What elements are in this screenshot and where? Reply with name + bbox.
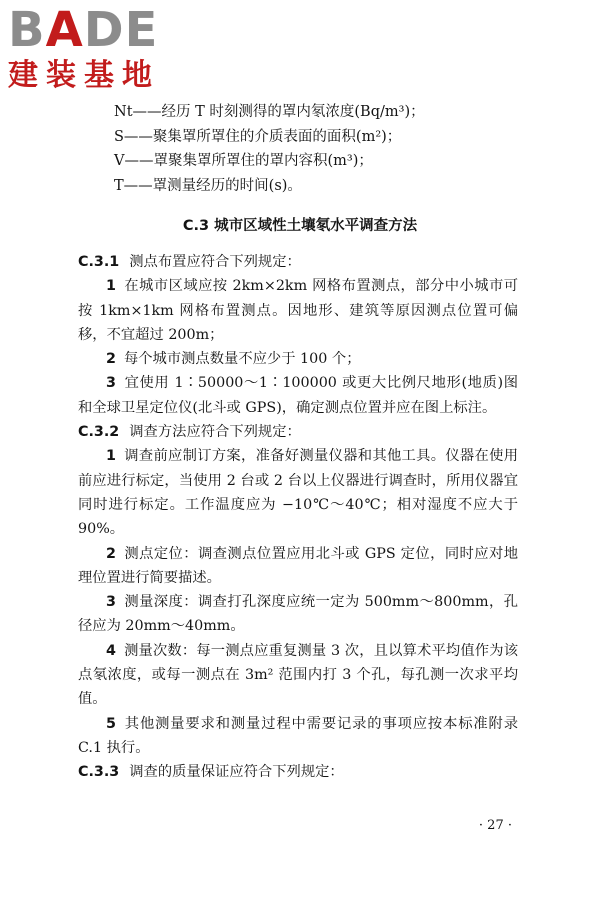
item-text: 其他测量要求和测量过程中需要记录的事项应按本标准附录 C.1 执行。 [78,715,518,756]
section-title: C.3 城市区域性土壤氡水平调查方法 [182,218,418,234]
clause-lead: 测点布置应符合下列规定： [129,254,301,270]
item-number: 4 [106,642,116,659]
variable-s: S——聚集罩所罩住的介质表面的面积(m²)； [114,128,402,145]
clause-number: C.3.1 [78,254,120,270]
variable-definitions [114,100,564,198]
clause-c31 [78,250,518,274]
item-text: 调查前应制订方案，准备好测量仪器和其他工具。仪器在使用前应进行标定，当使用 2 台或 2 台以上仪器进行调查时，所用仪器宜同时进行标定。工作温度应为 −10℃～40℃；相对湿度不应大于 90%。 [78,448,518,538]
clause-item [78,542,518,591]
logo-letter-b: B [8,2,46,58]
bade-logo [8,4,178,96]
clause-item [78,274,518,347]
variable-t: T——罩测量经历的时间(s)。 [114,177,302,194]
clause-number: C.3.3 [78,764,120,781]
item-number: 1 [106,448,116,465]
page-number: · 27 · [478,818,512,833]
clause-lead: 调查的质量保证应符合下列规定： [129,764,344,781]
item-text: 测点定位：调查测点位置应用北斗或 GPS 定位，同时应对地理位置进行简要描述。 [78,545,518,586]
item-text: 宜使用 1∶50000～1∶100000 或更大比例尺地形(地质)图和全球卫星定位仪(北斗或 GPS)，确定测点位置并应在图上标注。 [78,375,518,416]
variable-nt: Nt——经历 T 时刻测得的罩内氡浓度(Bq/m³)； [114,104,425,120]
item-number: 1 [106,278,116,295]
logo-wordmark [8,4,178,56]
clause-c32 [78,420,518,444]
item-text: 测量深度：调查打孔深度应统一定为 500mm～800mm，孔径应为 20mm～40mm。 [78,594,518,635]
logo-subtitle: 建装基地 [8,58,160,93]
clause-item [78,347,518,371]
clause-item [78,639,518,712]
item-number: 2 [106,545,116,562]
clause-item [78,590,518,639]
logo-letters-de: DE [83,2,159,58]
clause-item [78,371,518,420]
item-number: 3 [106,594,116,611]
clause-c33 [78,760,518,784]
item-text: 在城市区域应按 2km×2km 网格布置测点，部分中小城市可按 1km×1km 网格布置测点。因地形、建筑等原因测点位置可偏移，不宜超过 200m； [78,278,518,343]
clause-item [78,444,518,541]
item-number: 5 [106,715,116,732]
clause-lead: 调查方法应符合下列规定： [129,424,301,441]
item-text: 每个城市测点数量不应少于 100 个； [123,351,361,368]
clause-item [78,712,518,761]
item-text: 测量次数：每一测点应重复测量 3 次，且以算术平均值作为该点氡浓度，或每一测点在 3m² 范围内打 3 个孔，每孔测一次求平均值。 [78,642,518,708]
item-number: 3 [106,375,116,392]
logo-letter-a: A [45,2,84,58]
clause-number: C.3.2 [78,424,120,441]
item-number: 2 [106,351,116,368]
document-body [78,250,518,785]
variable-v: V——罩聚集罩所罩住的罩内容积(m³)； [114,153,373,170]
